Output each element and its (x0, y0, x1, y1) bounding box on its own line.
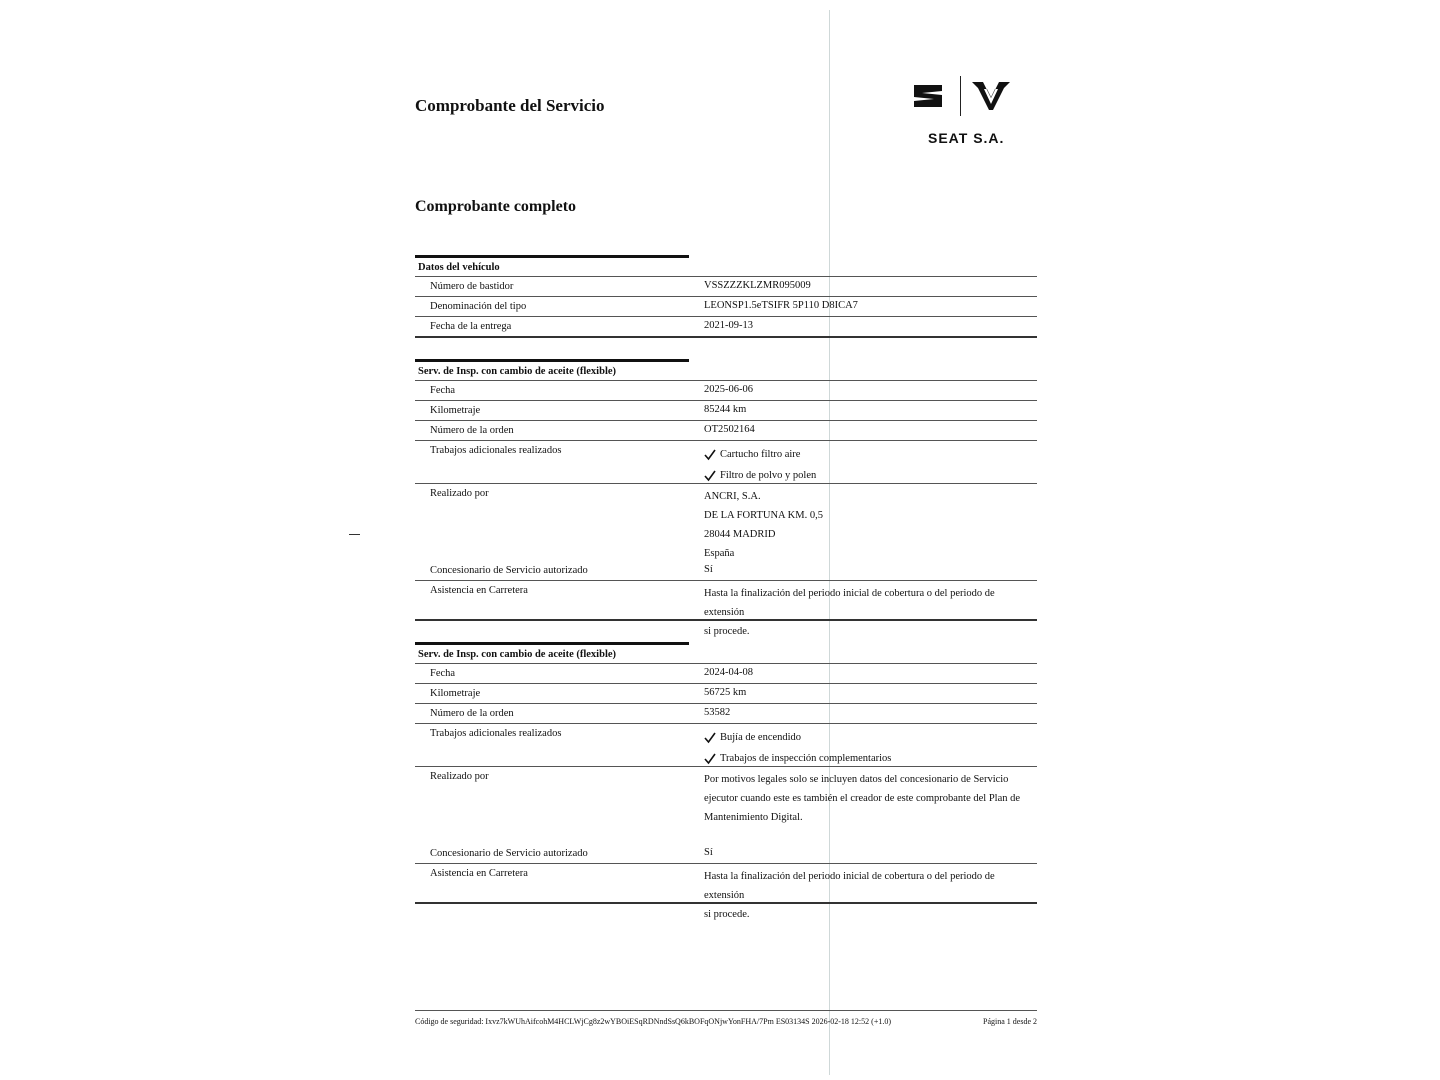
scan-artifact-dash (349, 534, 360, 535)
dealer-city: 28044 MADRID (704, 529, 776, 540)
work-item (704, 444, 1037, 465)
row-value: OT2502164 (704, 424, 755, 435)
row-label: Fecha de la entrega (430, 321, 512, 332)
seat-logo-icon (912, 82, 944, 110)
checkmark-icon (704, 753, 716, 765)
work-item-label: Cartucho filtro aire (720, 449, 801, 460)
row-label: Trabajos adicionales realizados (430, 445, 562, 456)
row-label: Realizado por (430, 771, 489, 782)
dealer-street: DE LA FORTUNA KM. 0,5 (704, 510, 823, 521)
value-line: ejecutor cuando este es también el creador de este comprobante del Plan de (704, 793, 1021, 804)
row-value: 2021-09-13 (704, 320, 753, 331)
row-label: Concesionario de Servicio autorizado (430, 565, 588, 576)
row-kilometraje (415, 401, 1037, 421)
row-label: Kilometraje (430, 405, 481, 416)
row-label: Asistencia en Carretera (430, 868, 528, 879)
page-footer (415, 1010, 1037, 1026)
row-asistencia (415, 581, 1037, 637)
row-concesionario (415, 844, 1037, 864)
service-section-1 (415, 359, 1037, 637)
row-label: Número de bastidor (430, 281, 514, 292)
seat-cupra-logo (912, 74, 1012, 154)
row-label: Concesionario de Servicio autorizado (430, 848, 588, 859)
row-label: Número de la orden (430, 708, 514, 719)
work-item-label: Bujía de encendido (720, 732, 802, 743)
row-fecha-entrega (415, 317, 1037, 338)
row-label: Número de la orden (430, 425, 514, 436)
row-concesionario (415, 561, 1037, 581)
row-label: Denominación del tipo (430, 301, 527, 312)
checkmark-icon (704, 449, 716, 461)
row-label: Kilometraje (430, 688, 481, 699)
row-value (704, 581, 1037, 641)
row-value: 2024-04-08 (704, 667, 753, 678)
dealer-name: ANCRI, S.A. (704, 491, 761, 502)
row-realizado-por (415, 767, 1037, 844)
row-value: 53582 (704, 707, 731, 718)
row-fecha (415, 381, 1037, 401)
checkmark-icon (704, 470, 716, 482)
document-title: Comprobante del Servicio (415, 96, 605, 115)
row-value (704, 441, 1037, 486)
row-denominacion (415, 297, 1037, 317)
document-subtitle: Comprobante completo (415, 198, 577, 215)
row-value (704, 484, 1037, 563)
row-value (704, 767, 1037, 827)
row-asistencia (415, 864, 1037, 920)
row-label: Realizado por (430, 488, 489, 499)
work-item (704, 748, 1037, 769)
section-title: Serv. de Insp. con cambio de aceite (flexible) (418, 649, 617, 660)
value-line: Hasta la finalización del periodo inicial de cobertura o del periodo de extensión (704, 871, 995, 901)
work-item-label: Filtro de polvo y polen (720, 470, 817, 481)
section-header (415, 642, 1037, 664)
dealer-country: España (704, 548, 735, 559)
row-value: LEONSP1.5eTSIFR 5P110 D8ICA7 (704, 300, 858, 311)
section-title: Serv. de Insp. con cambio de aceite (flexible) (418, 366, 617, 377)
row-value: 2025-06-06 (704, 384, 753, 395)
work-item (704, 465, 1037, 486)
section-title: Datos del vehículo (418, 262, 500, 273)
row-label: Fecha (430, 668, 456, 679)
cupra-logo-icon (971, 80, 1011, 112)
row-value: VSSZZZKLZMR095009 (704, 280, 811, 291)
row-trabajos (415, 724, 1037, 767)
row-numero-orden (415, 421, 1037, 441)
value-line: Mantenimiento Digital. (704, 812, 803, 823)
checkmark-icon (704, 732, 716, 744)
section-header (415, 359, 1037, 381)
row-value: Sí (704, 564, 713, 575)
row-label: Trabajos adicionales realizados (430, 728, 562, 739)
row-label: Asistencia en Carretera (430, 585, 528, 596)
row-value: Sí (704, 847, 713, 858)
row-trabajos (415, 441, 1037, 484)
row-value: 56725 km (704, 687, 747, 698)
row-realizado-por (415, 484, 1037, 561)
row-label: Fecha (430, 385, 456, 396)
value-line: Hasta la finalización del periodo inicial de cobertura o del periodo de extensión (704, 588, 995, 618)
row-kilometraje (415, 684, 1037, 704)
section-header (415, 255, 1037, 277)
security-code: Código de seguridad: Ixvz7kWUhAifcohM4HCLWjCg8z2wYBOiESqRDNndSsQ6kBOFqONjwYonFHA/7Pm ES03134S 2026-02-18 12:52 (+1.0) (415, 1017, 891, 1026)
work-item (704, 727, 1037, 748)
row-value (704, 864, 1037, 924)
brand-name: SEAT S.A. (928, 130, 1005, 146)
row-value: 85244 km (704, 404, 747, 415)
page-number: Página 1 desde 2 (983, 1017, 1037, 1026)
row-value (704, 724, 1037, 769)
value-line: si procede. (704, 909, 750, 920)
logo-separator (960, 76, 961, 116)
row-bastidor (415, 277, 1037, 297)
value-line: si procede. (704, 626, 750, 637)
service-section-2 (415, 642, 1037, 920)
value-line: Por motivos legales solo se incluyen datos del concesionario de Servicio (704, 774, 1009, 785)
row-fecha (415, 664, 1037, 684)
work-item-label: Trabajos de inspección complementarios (720, 753, 892, 764)
row-numero-orden (415, 704, 1037, 724)
vehicle-section (415, 255, 1037, 338)
